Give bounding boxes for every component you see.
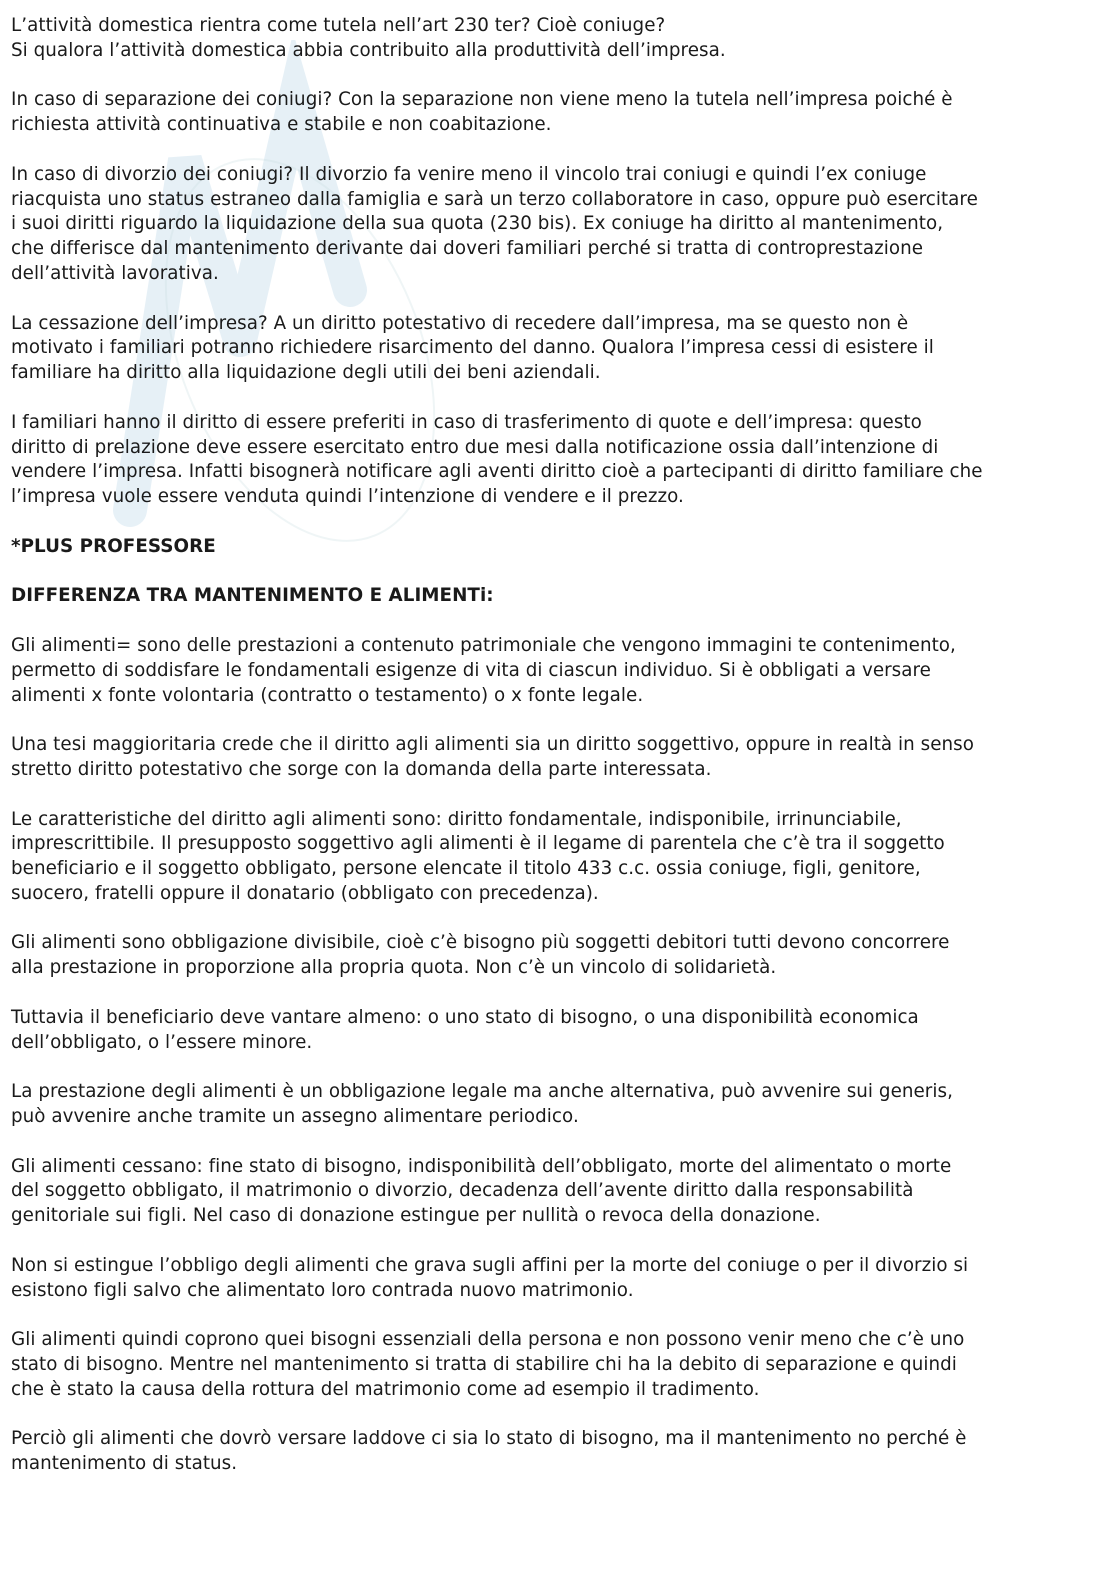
paragraph: La prestazione degli alimenti è un obbligazione legale ma anche alternativa, può avvenire sui generis, può avvenire anche tramite un assegno alimentare periodico.: [11, 1081, 953, 1128]
paragraph: Gli alimenti sono obbligazione divisibile, cioè c’è bisogno più soggetti debitori tutti devono concorrere alla prestazione in proporzione alla propria quota. Non c’è un vincolo di solidarietà.: [11, 932, 950, 979]
section-heading: *PLUS PROFESSORE: [11, 535, 216, 557]
paragraph: Non si estingue l’obbligo degli alimenti che grava sugli affini per la morte del coniuge o per il divorzio si esistono figli salvo che alimentato loro contrada nuovo matrimonio.: [11, 1254, 969, 1301]
paragraph: Gli alimenti= sono delle prestazioni a contenuto patrimoniale che vengono immagini te contenimento, permetto di soddisfare le fondamentali esigenze di vita di ciascun individuo. Si è obbligati a versare alimenti x fonte volontaria (contratto o testamento) o x fonte legale.: [11, 634, 956, 706]
paragraph: In caso di divorzio dei coniugi? Il divorzio fa venire meno il vincolo trai coniugi e quindi l’ex coniuge riacquista uno status estraneo dalla famiglia e sarà un terzo collaboratore in caso, oppure può esercitare i suoi diritti riguardo la liquidazione della sua quota (230 bis). Ex coniuge ha diritto al mantenimento, che differisce dal mantenimento derivante dai doveri familiari perché si tratta di controprestazione dell’attività lavorativa.: [11, 163, 978, 284]
paragraph: Tuttavia il beneficiario deve vantare almeno: o uno stato di bisogno, o una disponibilità economica dell’obbligato, o l’essere minore.: [11, 1006, 919, 1053]
paragraph: Una tesi maggioritaria crede che il diritto agli alimenti sia un diritto soggettivo, oppure in realtà in senso stretto diritto potestativo che sorge con la domanda della parte interessata.: [11, 734, 974, 780]
section-heading: DIFFERENZA TRA MANTENIMENTO E ALIMENTi:: [11, 585, 494, 607]
paragraph: Le caratteristiche del diritto agli alimenti sono: diritto fondamentale, indisponibile, irrinunciabile, imprescrittibile. Il presupposto soggettivo agli alimenti è il legame di parentela che c’è tra il soggetto beneficiario e il soggetto obbligato, persone elencate il titolo 433 c.c. ossia coniuge, figli, genitore, suocero, fratelli oppure il donatario (obbligato con precedenza).: [11, 808, 945, 904]
paragraph: Gli alimenti cessano: fine stato di bisogno, indisponibilità dell’obbligato, morte del alimentato o morte del soggetto obbligato, il matrimonio o divorzio, decadenza dell’avente diritto dalla responsabilità genitoriale sui figli. Nel caso di donazione estingue per nullità o revoca della donazione.: [11, 1155, 952, 1227]
paragraph: Perciò gli alimenti che dovrò versare laddove ci sia lo stato di bisogno, ma il mantenimento no perché è mantenimento di status.: [11, 1428, 967, 1475]
paragraph: Gli alimenti quindi coprono quei bisogni essenziali della persona e non possono venir meno che c’è uno stato di bisogno. Mentre nel mantenimento si tratta di stabilire chi ha la debito di separazione e quindi che è stato la causa della rottura del matrimonio come ad esempio il tradimento.: [11, 1329, 965, 1400]
paragraph: La cessazione dell’impresa? A un diritto potestativo di recedere dall’impresa, ma se questo non è motivato i familiari potranno richiedere risarcimento del danno. Qualora l’impresa cessi di esistere il familiare ha diritto alla liquidazione degli utili dei beni aziendali.: [11, 312, 934, 384]
paragraph: L’attività domestica rientra come tutela nell’art 230 ter? Cioè coniuge? Si qualora l’attività domestica abbia contribuito alla produttività dell’impresa.: [11, 15, 726, 61]
paragraph: In caso di separazione dei coniugi? Con la separazione non viene meno la tutela nell’impresa poiché è richiesta attività continuativa e stabile e non coabitazione.: [11, 89, 953, 136]
paragraph: I familiari hanno il diritto di essere preferiti in caso di trasferimento di quote e dell’impresa: questo diritto di prelazione deve essere esercitato entro due mesi dalla notificazione ossia dall’intenzione di vendere l’impresa. Infatti bisognerà notificare agli aventi diritto cioè a partecipanti di diritto familiare che l’impresa vuole essere venduta quindi l’intenzione di vendere e il prezzo.: [11, 411, 983, 508]
